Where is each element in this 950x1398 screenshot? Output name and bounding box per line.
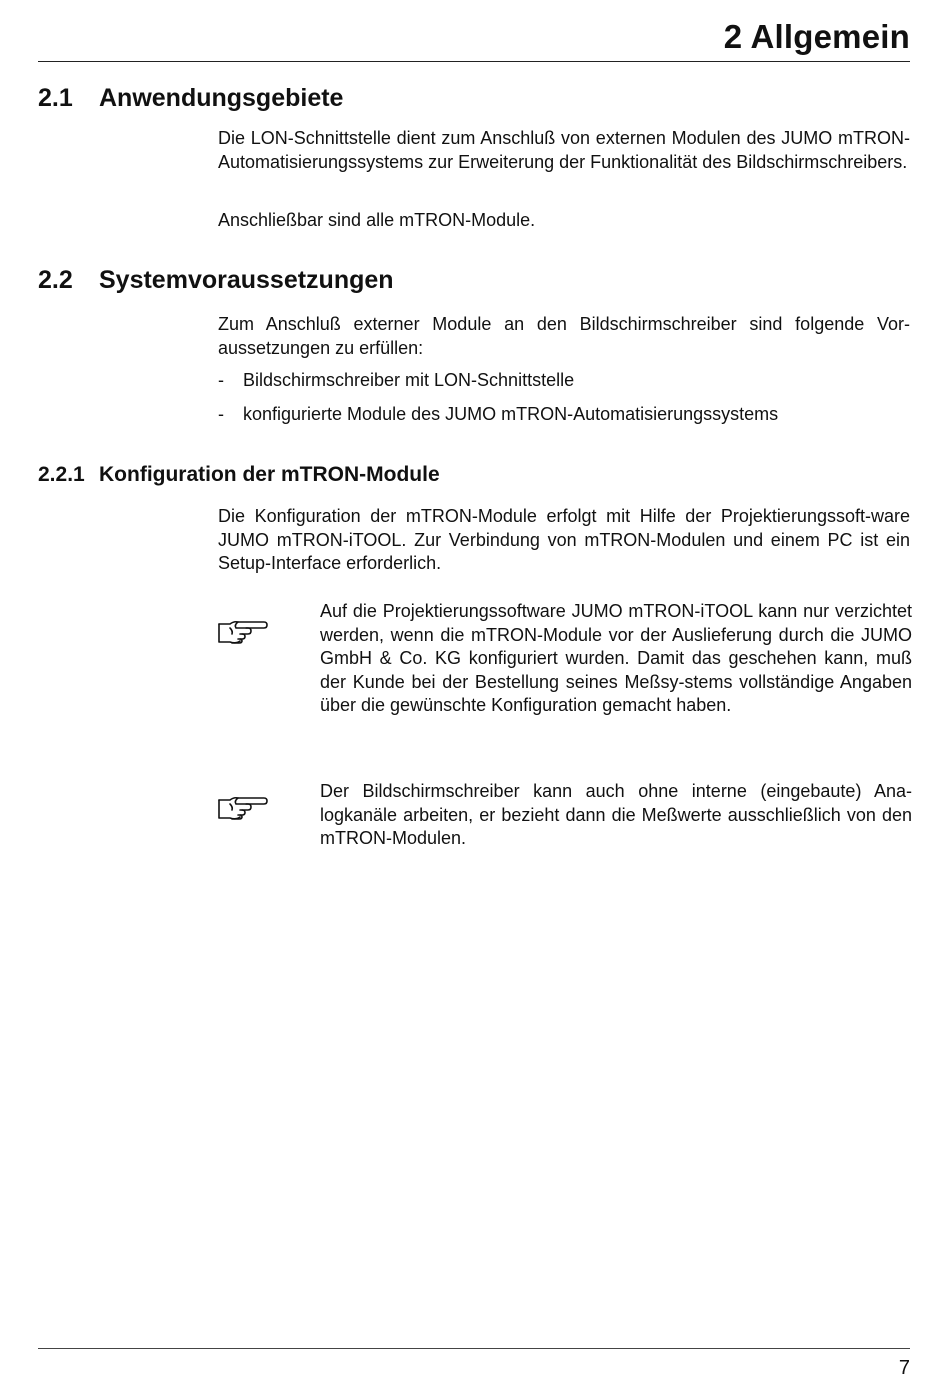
- note-text: Der Bildschirmschreiber kann auch ohne interne (eingebaute) Ana-logkanäle arbeiten, er bezieht dann die Meßwerte ausschließlich von den mTRON-Modulen.: [320, 781, 912, 848]
- paragraph: Die LON-Schnittstelle dient zum Anschluß von externen Modulen des JUMO mTRON-Automatisierungssystems zur Erweiterung der Funktionalität des Bildschirmschreibers.: [218, 128, 910, 172]
- list-dash: -: [218, 370, 224, 390]
- pointing-hand-icon: [216, 792, 268, 822]
- section-title: Systemvoraussetzungen: [99, 266, 394, 294]
- header-rule: [38, 61, 910, 62]
- paragraph: Anschließbar sind alle mTRON-Module.: [218, 210, 536, 230]
- section-heading-2-1: [38, 84, 343, 113]
- section-heading-2-2-1: [38, 463, 440, 487]
- paragraph: Die Konfiguration der mTRON-Module erfolgt mit Hilfe der Projektierungssoft-ware JUMO mTRON-iTOOL. Zur Verbindung von mTRON-Modulen und einem PC ist ein Setup-Interface erforderlich.: [218, 506, 910, 573]
- list-item-text: Bildschirmschreiber mit LON-Schnittstelle: [243, 370, 575, 390]
- section-number: 2.2.1: [38, 463, 85, 486]
- list-item: [218, 403, 910, 427]
- page-number: 7: [898, 1357, 910, 1379]
- section-title: Anwendungsgebiete: [99, 84, 344, 112]
- section-number: 2.2: [38, 266, 73, 294]
- section-number: 2.1: [38, 84, 73, 112]
- list-item: [218, 369, 910, 393]
- list-dash: -: [218, 404, 224, 424]
- section-heading-2-2: [38, 266, 394, 295]
- paragraph: Zum Anschluß externer Module an den Bildschirmschreiber sind folgende Vor-aussetzungen zu erfüllen:: [218, 314, 910, 358]
- chapter-title: 2 Allgemein: [723, 18, 910, 55]
- footer-rule: [38, 1348, 910, 1349]
- list-item-text: konfigurierte Module des JUMO mTRON-Automatisierungssystems: [243, 404, 779, 424]
- note-text: Auf die Projektierungssoftware JUMO mTRON-iTOOL kann nur verzichtet werden, wenn die mTRON-Module vor der Auslieferung durch die JUMO GmbH & Co. KG konfiguriert wurden. Damit das geschehen kann, muß der Kunde bei der Bestellung seines Meßsy-stems vollständige Angaben über die gewünschte Konfiguration gemacht haben.: [320, 601, 912, 715]
- section-title: Konfiguration der mTRON-Module: [99, 463, 440, 486]
- pointing-hand-icon: [216, 616, 268, 646]
